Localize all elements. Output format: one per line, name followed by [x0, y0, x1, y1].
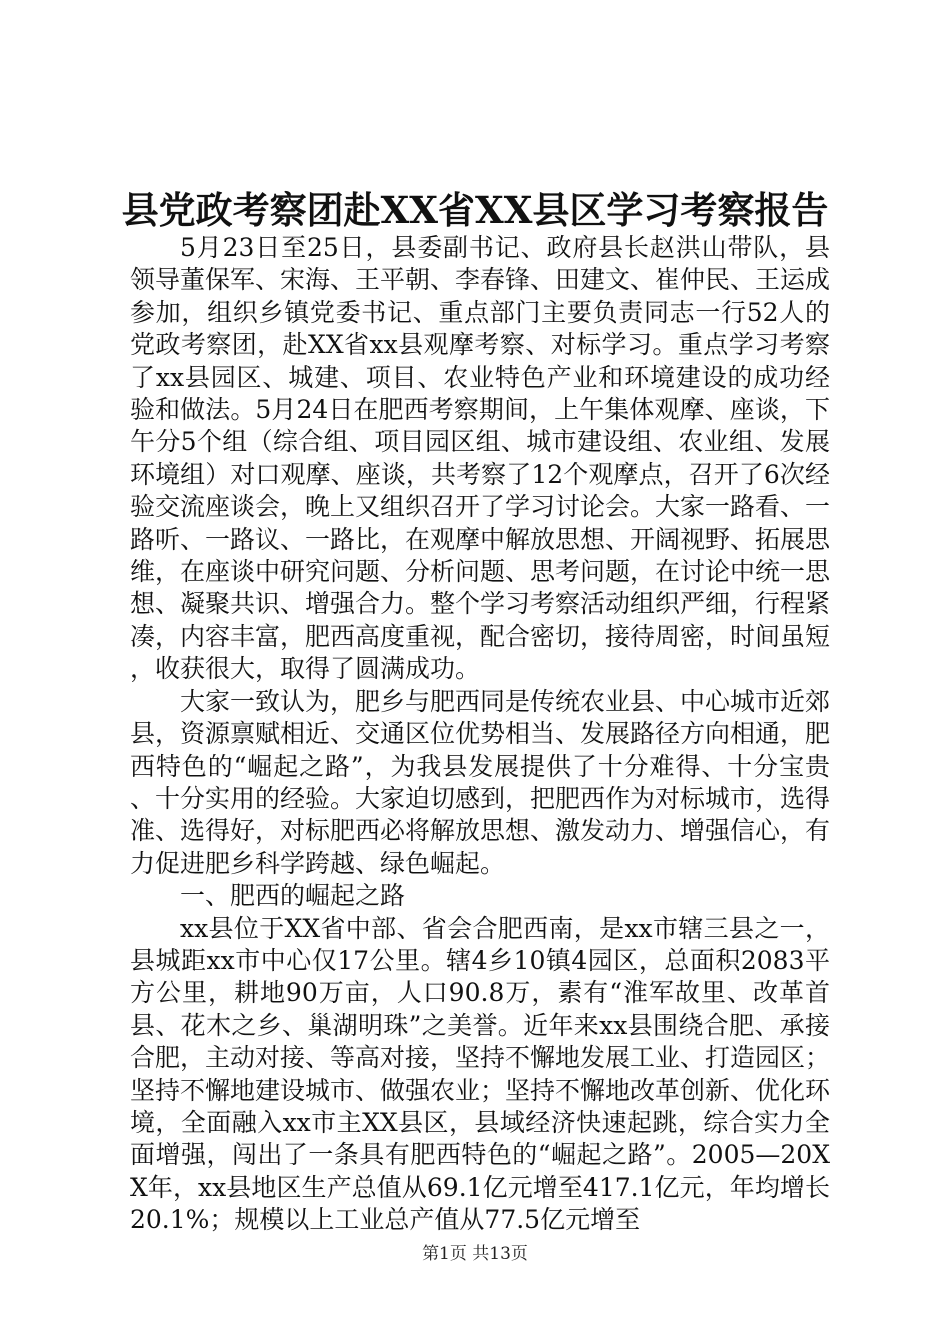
paragraph-1: 5月23日至25日，县委副书记、政府县长赵洪山带队，县领导董保军、宋海、王平朝、李春锋、田建文、崔仲民、王运成参加，组织乡镇党委书记、重点部门主要负责同志一行52人的党政考察团，赴XX省xx县观摩考察、对标学习。重点学习考察了xx县园区、城建、项目、农业特色产业和环境建设的成功经验和做法。5月24日在肥西考察期间，上午集体观摩、座谈，下午分5个组（综合组、项目园区组、城市建设组、农业组、发展环境组）对口观摩、座谈，共考察了12个观摩点，召开了6次经验交流座谈会，晚上又组织召开了学习讨论会。大家一路看、一路听、一路议、一路比，在观摩中解放思想、开阔视野、拓展思维，在座谈中研究问题、分析问题、思考问题，在讨论中统一思想、凝聚共识、增强合力。整个学习考察活动组织严细，行程紧凑，内容丰富，肥西高度重视，配合密切，接待周密，时间虽短，收获很大，取得了圆满成功。: [130, 233, 831, 684]
paragraph-2: 大家一致认为，肥乡与肥西同是传统农业县、中心城市近郊县，资源禀赋相近、交通区位优势相当、发展路径方向相通，肥西特色的“崛起之路”，为我县发展提供了十分难得、十分宝贵、十分实用的经验。大家迫切感到，把肥西作为对标城市，选得准、选得好，对标肥西必将解放思想、激发动力、增强信心，有力促进肥乡科学跨越、绿色崛起。: [130, 686, 831, 878]
section-heading: 一、肥西的崛起之路: [180, 881, 406, 911]
document-body: [130, 232, 830, 1237]
document-title: 县党政考察团赴XX省XX县区学习考察报告: [121, 188, 829, 232]
paragraph-3: xx县位于XX省中部、省会合肥西南，是xx市辖三县之一，县城距xx市中心仅17公里。辖4乡10镇4园区，总面积2083平方公里，耕地90万亩，人口90.8万，素有“淮军故里、改革首县、花木之乡、巢湖明珠”之美誉。近年来xx县围绕合肥、承接合肥，主动对接、等高对接，坚持不懈地发展工业、打造园区；坚持不懈地建设城市、做强农业；坚持不懈地改革创新、优化环境，全面融入xx市主XX县区，县域经济快速起跳，综合实力全面增强，闯出了一条具有肥西特色的“崛起之路”。2005—20XX年，xx县地区生产总值从69.1亿元增至417.1亿元，年均增长20.1%；规模以上工业总产值从77.5亿元增至: [130, 913, 831, 1235]
page-number-footer: 第1页 共13页: [422, 1244, 528, 1264]
